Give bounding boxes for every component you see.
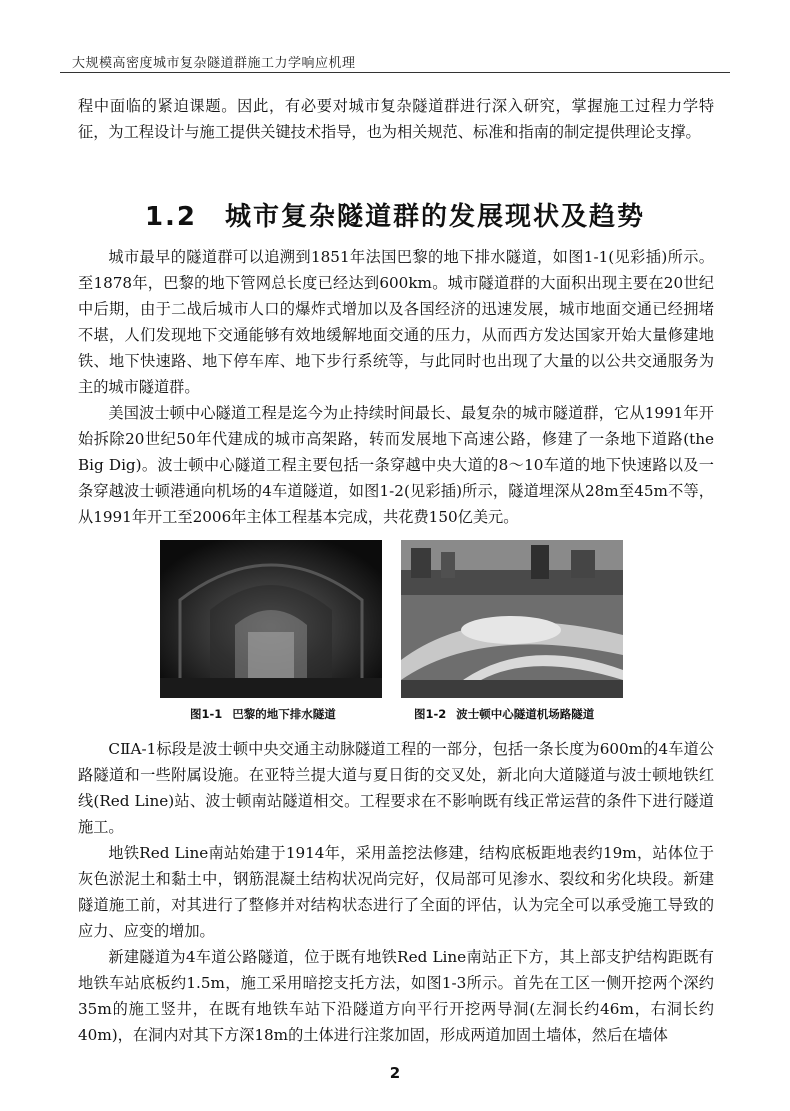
paragraph: 地铁Red Line南站始建于1914年，采用盖挖法修建，结构底板距地表约19m，站体位于灰色淤泥土和黏土中，钢筋混凝土结构状况尚完好，仅局部可见渗水、裂纹和劣化块段。新建隧道施工前，对其进行了整修并对结构状态进行了全面的评估，认为完全可以承受施工导致的应力、应变的增加。 [78,844,714,940]
section-number: 1.2 [144,202,198,232]
section-title: 城市复杂隧道群的发展现状及趋势 [225,202,646,232]
running-header: 大规模高密度城市复杂隧道群施工力学响应机理 [72,56,356,71]
figure-1-2-caption [414,706,594,722]
paragraphs-after-figures [78,736,714,1048]
paragraphs-before-figures [78,244,714,530]
caption-text: 巴黎的地下排水隧道 [232,707,336,721]
paragraph: 新建隧道为4车道公路隧道，位于既有地铁Red Line南站正下方，其上部支护结构距既有地铁车站底板约1.5m，施工采用暗挖支托方法，如图1-3所示。首先在工区一侧开挖两个深约35m的施工竖井，在既有地铁车站下沿隧道方向平行开挖两导洞(左洞长约46m，右洞长约40m)，在洞内对其下方深18m的土体进行注浆加固，形成两道加固土墙体，然后在墙体 [78,948,714,1044]
paragraph: 美国波士顿中心隧道工程是迄今为止持续时间最长、最复杂的城市隧道群，它从1991年开始拆除20世纪50年代建成的城市高架路，转而发展地下高速公路，修建了一条地下道路(the Big Dig)。波士顿中心隧道工程主要包括一条穿越中央大道的8～10车道的地下快速路以及一条穿越波士顿港通向机场的4车道隧道，如图1-2(见彩插)所示，隧道埋深从28m至45m不等，从1991年开工至2006年主体工程基本完成，共花费150亿美元。 [78,404,714,526]
section-heading [0,196,790,233]
header-rule [60,72,730,73]
caption-number: 图1-1 [190,707,223,721]
paragraph: 城市最早的隧道群可以追溯到1851年法国巴黎的地下排水隧道，如图1-1(见彩插)所示。至1878年，巴黎的地下管网总长度已经达到600km。城市隧道群的大面积出现主要在20世纪中后期，由于二战后城市人口的爆炸式增加以及各国经济的迅速发展，城市地面交通已经拥堵不堪，人们发现地下交通能够有效地缓解地面交通的压力，从而西方发达国家开始大量修建地铁、地下快速路、地下停车库、地下步行系统等，与此同时也出现了大量的以公共交通服务为主的城市隧道群。 [78,248,714,396]
caption-number: 图1-2 [414,707,447,721]
figure-paris-sewer-photo [160,540,382,698]
top-paragraph: 程中面临的紧迫课题。因此，有必要对城市复杂隧道群进行深入研究，掌握施工过程力学特征，为工程设计与施工提供关键技术指导，也为相关规范、标准和指南的制定提供理论支撑。 [78,97,714,141]
top-paragraph-block [78,93,714,145]
figure-1-1-caption [190,706,336,722]
caption-text: 波士顿中心隧道机场路隧道 [456,707,595,721]
page-number: 2 [389,1064,401,1082]
paragraph: CⅡA-1标段是波士顿中央交通主动脉隧道工程的一部分，包括一条长度为600m的4车道公路隧道和一些附属设施。在亚特兰提大道与夏日街的交叉处，新北向大道隧道与波士顿地铁红线(Red Line)站、波士顿南站隧道相交。工程要求在不影响既有线正常运营的条件下进行隧道施工。 [78,740,714,836]
figure-boston-tunnel-photo [401,540,623,698]
